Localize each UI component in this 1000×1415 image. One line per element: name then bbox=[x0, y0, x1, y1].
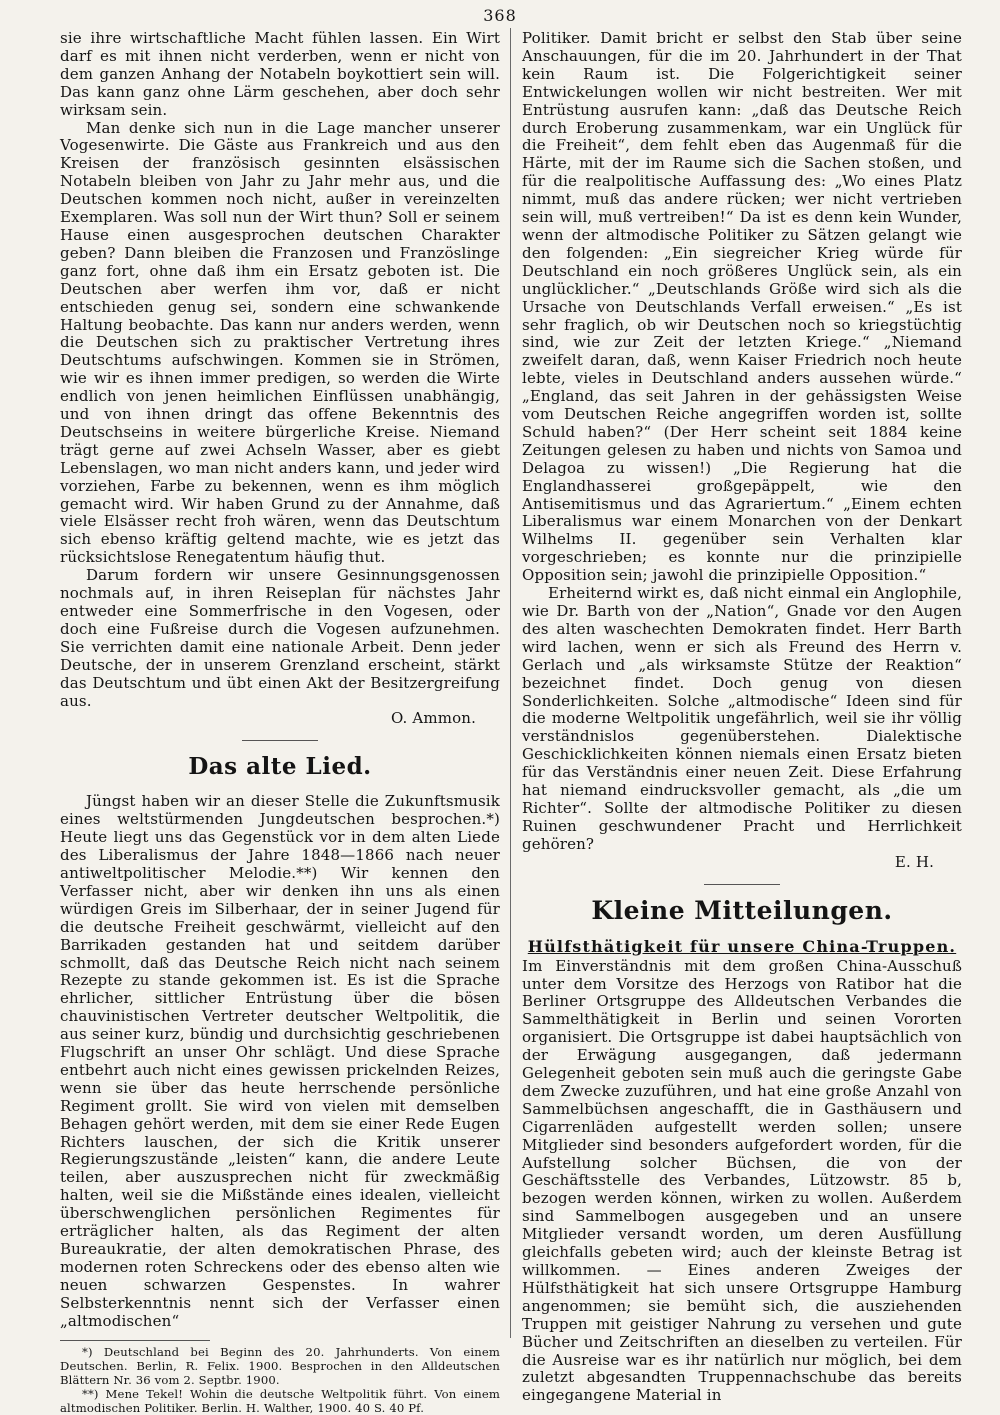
article-separator bbox=[704, 884, 780, 885]
paragraph: Politiker. Damit bricht er selbst den Stab über seine Anschauungen, für die im 20. Jahrhundert in der That kein Raum ist. Die Folgerichtigkeit seiner Entwickelungen wollen wir nicht bestreiten. Wer mit Entrüstung ausrufen kann: „daß das Deutsche Reich durch Eroberung zusammenkam, war ein Unglück für die Freiheit“, dem fehlt eben das Augenmaß für die Härte, mit der im Raume sich die Sachen stoßen, und für die realpolitische Auffassung des: „Wo eines Platz nimmt, muß das andere rücken; wer nicht vertrieben sein will, muß vertreiben!“ Da ist es denn kein Wunder, wenn der altmodische Politiker zu Sätzen gelangt wie den folgenden: „Ein siegreicher Krieg würde für Deutschland ein noch größeres Unglück sein, als ein unglücklicher.“ „Deutschlands Größe wird sich als die Ursache von Deutschlands Verfall erweisen.“ „Es ist sehr fraglich, ob wir Deutschen noch so kriegstüchtig sind, wie zur Zeit der letzten Kriege.“ „Niemand zweifelt daran, daß, wenn Kaiser Friedrich noch heute lebte, vieles in Deutschland anders aussehen würde.“ „England, das seit Jahren in der gehässigsten Weise vom Deutschen Reiche angegriffen worden ist, sollte Schuld haben?“ (Der Herr scheint seit 1884 keine Zeitungen gelesen zu haben und nichts von Samoa und Delagoa zu wissen!) „Die Regierung hat die Englandhasserei großgepäppelt, wie den Antisemitismus und das Agrariertum.“ „Einem echten Liberalismus war einem Monarchen von der Denkart Wilhelms II. gegenüber sein Verhalten klar vorgeschrieben; es konnte nur die prinzipielle Opposition sein; jawohl die prinzipielle Opposition.“ bbox=[522, 29, 962, 585]
paragraph: sie ihre wirtschaftliche Macht fühlen lassen. Ein Wirt darf es mit ihnen nicht verderben, wenn er nicht von dem ganzen Anhang der Notabeln boykottiert sein will. Das kann ganz ohne Lärm geschehen, aber doch sehr wirksam sein. bbox=[60, 29, 500, 119]
author-signature: O. Ammon. bbox=[390, 709, 476, 728]
paragraph: Jüngst haben wir an dieser Stelle die Zukunftsmusik eines weltstürmenden Jungdeutschen besprochen.*) Heute liegt uns das Gegenstück vor in dem alten Liede des Liberalismus der Jahre 1848—1866 nach neuer antiweltpolitischer Melodie.**) Wir kennen den Verfasser nicht, aber wir denken ihn uns als einen würdigen Greis im Silberhaar, der in seiner Jugend für die deutsche Freiheit geschwärmt, vielleicht auf den Barrikaden gestanden hat und seitdem darüber schmollt, daß das Deutsche Reich nicht nach seinem Rezepte zu stande gekommen ist. Es ist die Sprache ehrlicher, sittlicher Entrüstung über die bösen chauvinistischen Vertreter deutscher Weltpolitik, die aus seiner kurz, bündig und durchsichtig geschriebenen Flugschrift an unser Ohr schlägt. Und diese Sprache entbehrt auch nicht eines gewissen prickelnden Reizes, wenn sie über das heute herrschende persönliche Regiment grollt. Sie wird von vielen mit demselben Behagen gehört werden, mit dem sie einer Rede Eugen Richters lauschen, der sich die Kritik unserer Regierungszustände „leisten“ kann, die andere Leute teilen, aber auszusprechen nicht für zweckmäßig halten, weil sie die Mißstände eines idealen, vielleicht überschwenglichen persönlichen Regimentes für erträglicher halten, als das Regiment der alten Bureaukratie, der alten demokratischen Phrase, des modernen roten Schreckens oder des ebenso alten wie neuen schwarzen Gespenstes. In wahrer Selbsterkenntnis nennt sich der Verfasser einen „altmodischen“ bbox=[60, 792, 500, 1330]
paragraph: Erheiternd wirkt es, daß nicht einmal ein Anglophile, wie Dr. Barth von der „Nation“, Gnade vor den Augen des alten waschechten Demokraten findet. Herr Barth wird lachen, wenn er sich als Freund des Herrn v. Gerlach und „als wirksamste Stütze der Reaktion“ bezeichnet findet. Doch genug von diesen Sonderlichkeiten. Solche „altmodische“ Ideen sind für die moderne Weltpolitik ungefährlich, weil sie ihr völlig verständnislos gegenüberstehen. Dialektische Geschicklichkeiten können niemals einen Ersatz bieten für das Verständnis einer neuen Zeit. Diese Erfahrung hat niemand eindrucksvoller gemacht, als „die um Richter“. Sollte der altmodische Politiker zu diesen Ruinen geschwundener Pracht und Herrlichkeit gehören? bbox=[522, 584, 962, 853]
section-title: Kleine Mitteilungen. bbox=[591, 895, 893, 925]
column-divider bbox=[510, 28, 511, 1338]
footnote-rule bbox=[60, 1340, 210, 1341]
page-number: 368 bbox=[483, 6, 517, 25]
article-separator bbox=[242, 740, 318, 741]
article-title: Das alte Lied. bbox=[188, 753, 372, 781]
paragraph: Im Einverständnis mit dem großen China-Ausschuß unter dem Vorsitze des Herzogs von Ratibor hat die Berliner Ortsgruppe des Alldeutschen Verbandes die Sammelthätigkeit in Berlin und seinen Vororten organisiert. Die Ortsgruppe ist dabei hauptsächlich von der Erwägung ausgegangen, daß jedermann Gelegenheit geboten sein muß auch die geringste Gabe dem Zwecke zuzuführen, und hat eine große Anzahl von Sammelbüchsen angeschafft, die in Gasthäusern und Cigarrenläden aufgestellt werden sollen; unsere Mitglieder sind besonders aufgefordert worden, für die Aufstellung solcher Büchsen, die von der Geschäftsstelle des Verbandes, Lützowstr. 85 b, bezogen werden können, wirken zu wollen. Außerdem sind Sammelbogen ausgegeben und an unsere Mitglieder versandt worden, um deren Ausfüllung gleichfalls gebeten wird; auch der kleinste Betrag ist willkommen. — Eines anderen Zweiges der Hülfsthätigkeit hat sich unsere Ortsgruppe Hamburg angenommen; sie bemüht sich, die ausziehenden Truppen mit geistiger Nahrung zu versehen und gute Bücher und Zeitschriften an dieselben zu verteilen. Für die Ausreise war es ihr natürlich nur möglich, bei dem zuletzt abgesandten Truppennachschube das bereits eingegangene Material in bbox=[522, 956, 962, 1405]
footnote: **) Mene Tekel! Wohin die deutsche Weltpolitik führt. Von einem altmodischen Politiker. Berlin. H. Walther, 1900. 40 S. 40 Pf. bbox=[60, 1386, 500, 1415]
paragraph: Man denke sich nun in die Lage mancher unserer Vogesenwirte. Die Gäste aus Frankreich und aus den Kreisen der französisch gesinnten elsässischen Notabeln bleiben von Jahr zu Jahr mehr aus, und die Deutschen kommen noch nicht, außer in vereinzelten Exemplaren. Was soll nun der Wirt thun? Soll er seinem Hause einen ausgesprochen deutschen Charakter geben? Dann bleiben die Franzosen und Französlinge ganz fort, ohne daß ihm ein Ersatz geboten ist. Die Deutschen aber werfen ihm vor, daß er nicht entschieden genug sei, sondern eine schwankende Haltung beobachte. Das kann nur anders werden, wenn die Deutschen sich zu praktischer Vertretung ihres Deutschtums aufschwingen. Kommen sie in Strömen, wie wir es ihnen immer predigen, so werden die Wirte endlich von jenen heimlichen Einflüssen unabhängig, und von ihnen dringt das offene Bekenntnis des Deutschseins in weitere bürgerliche Kreise. Niemand trägt gerne auf zwei Achseln Wasser, aber es giebt Lebenslagen, wo man nicht anders kann, und jeder wird vorziehen, Farbe zu bekennen, wenn es ihm möglich gemacht wird. Wir haben Grund zu der Annahme, daß viele Elsässer recht froh wären, wenn das Deutschtum sich ebenso kräftig geltend machte, wie es jetzt das rücksichtslose Renegatentum häufig thut. bbox=[60, 118, 500, 567]
author-signature: E. H. bbox=[894, 852, 934, 871]
footnote: *) Deutschland bei Beginn des 20. Jahrhunderts. Von einem Deutschen. Berlin, R. Felix. 1900. Besprochen in den Alldeutschen Blättern Nr. 36 vom 2. Septbr. 1900. bbox=[60, 1344, 500, 1387]
left-column bbox=[60, 30, 500, 1415]
right-column bbox=[522, 30, 962, 1405]
subsection-title: Hülfsthätigkeit für unsere China-Truppen. bbox=[527, 936, 957, 956]
paragraph: Darum fordern wir unsere Gesinnungsgenossen nochmals auf, in ihren Reiseplan für nächstes Jahr entweder eine Sommerfrische in den Vogesen, oder doch eine Fußreise durch die Vogesen aufzunehmen. Sie verrichten damit eine nationale Arbeit. Denn jeder Deutsche, der in unserem Grenzland erscheint, stärkt das Deutschtum und übt einen Akt der Besitzergreifung aus. bbox=[60, 566, 500, 710]
